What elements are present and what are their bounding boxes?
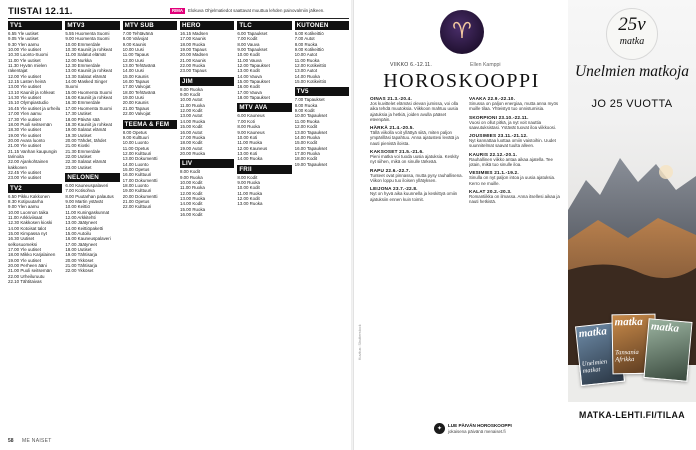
channel-block (295, 87, 349, 166)
program-list: 8.00 Kodit 9.00 Ruoka 10.00 Kodit 11.00 Ruoka 12.00 Kodit 13.00 Ruoka 14.00 Kodit 15.00 Ruoka 16.00 Kodit (179, 169, 206, 217)
program-list: 6.00 Tapaukset 7.00 Kodit 8.00 Vauva 9.00 Tapaukset 10.00 Kodit 11.00 Vauva 12.00 Tapaukset 13.00 Kodit 14.00 Vauva 15.00 Tapaukset 16.00 Kodit 17.00 Vauva 18.00 Tapaukset (237, 31, 270, 101)
horoscope-footer (434, 422, 564, 438)
sign-title: KALAT 20.2.-20.3. (469, 188, 512, 194)
channel-name: NELONEN (65, 173, 119, 182)
channel-name: TV1 (8, 21, 62, 30)
channel-name: LIV (180, 159, 234, 168)
cover-headline: Unelmien matkat (581, 358, 608, 375)
horoscope-column-2 (469, 96, 562, 416)
sign-text: Nyt kannattaa luottaa omiin vaistoihin. Uudet suunnitelmat saavat tuulta alleen. (469, 138, 556, 149)
sign-entry (370, 125, 463, 146)
sign-entry (469, 96, 562, 112)
movie-badge: RIMA (172, 7, 183, 13)
program-list: 6.00 Kauneuspalaveri 7.00 Kotisohva 8.00 Puutarhan palautus 9.00 Martin ystävät 10.00 Keittiö 11.00 Kuningaskunnat 12.00 Arkkitehti 13.00 Jäätyneet 14.00 Keittiöpaketti 15.00 Autoilu 16.00 Kauneuspalaveri 17.00 Jäätyneet 18.00 Uutiset 19.00 Tähtisarja 20.00 Ykköset 21.00 Tähtisarja 22.00 Ykköset (65, 182, 114, 274)
zodiac-illustration (440, 10, 484, 54)
sign-text: Tällä viikolla voit yllättyä siitä, miten paljon ympärilläsi tapahtuu. Anna ajatustesi levätä ja nauti pienistä iloista. (370, 130, 459, 146)
cover-masthead: matka (614, 315, 643, 329)
sign-entry (370, 168, 463, 184)
program-list: 8.00 Kodit 9.00 Ruoka 10.00 Kodit 11.00 Ruoka 12.00 Kodit 13.00 Ruoka (237, 174, 263, 207)
sign-title: SKORPIONI 23.10.-22.11. (469, 114, 529, 120)
channel-block (237, 165, 291, 207)
sign-text: Vuosi on ollut pitkä, ja nyt voit nauttia saavutuksistasi. Ystävät tuovat iloa viikkoosi. (469, 119, 557, 130)
channel-name: TEEMA & FEM (123, 120, 177, 129)
sign-text: Romantiikka on ilmassa. Anna itsellesi aikaa ja nauti hetkistä. (469, 193, 560, 205)
program-list: 8.00 Ruoka 9.00 Kodit 10.00 Autot 11.00 Ruoka 12.00 Kodit 13.00 Autot 14.00 Ruoka 15.00 Kodit 16.00 Autot 17.00 Ruoka 18.00 Kodit 19.00 Autot 20.00 Ruoka (179, 86, 206, 156)
sign-entry (469, 133, 562, 149)
channel-name: HERO (180, 21, 234, 30)
listing-column-2 (65, 21, 119, 435)
sign-entry (469, 189, 562, 205)
program-list: 6.00 Kotikeittiö 7.00 Autot 8.00 Ruoka 9.00 Kotikeittiö 10.00 Autot 11.00 Ruoka 12.00 Kotikeittiö 13.00 Autot 14.00 Ruoka 15.00 Kotikeittiö (294, 31, 327, 85)
channel-block (123, 21, 177, 117)
channel-block (65, 21, 119, 170)
sign-text: Rauhallinen viikko antaa aikaa ajatella. Tee jotain, mikä tuo sinulle iloa. (469, 156, 553, 168)
channel-name: MTV3 (65, 21, 119, 30)
date-header: TIISTAI 12.11. (8, 6, 73, 17)
magazine-cover (643, 318, 692, 382)
channel-name: KUTONEN (295, 21, 349, 30)
footer-line-2: jokaisena päivänä menaiset.fi (448, 429, 506, 434)
cover-headline: Tansania Afrikka (615, 348, 639, 364)
sign-entry (469, 115, 562, 131)
channel-name: MTV SUB (123, 21, 177, 30)
horoscope-icon: ✦ (434, 423, 445, 434)
sign-text: Nyt on hyvä aika kuunnella ja keskittyä omiin ajatuksiin ennen kuin toimit. (370, 191, 458, 202)
sign-entry (469, 152, 562, 168)
sign-text: Pieni matka voi tuoda uusia ajatuksia. Keskity nyt siihen, mikä on sinulle tärkeää. (370, 154, 459, 165)
sign-title: VESIMIES 21.1.-19.2. (469, 170, 519, 176)
photo-credit: Kuvitus: Shutterstock (358, 324, 362, 360)
channel-name: TV5 (295, 87, 349, 96)
sign-title: HÄRKÄ 21.4.-20.5. (370, 125, 415, 131)
page-number: 58 (8, 438, 14, 444)
ad-subheadline: JO 25 VUOTTA (591, 98, 673, 110)
sign-entry (370, 96, 463, 122)
listing-column-3 (123, 21, 177, 435)
channel-name: TLC (237, 21, 291, 30)
listing-column-4 (180, 21, 234, 435)
sign-text: Sinussa on paljon energiaa, mutta anna myös muille tilaa. Yhteistyö tuo onnistumisia. (469, 101, 559, 112)
magazine-brand: ME NAISET (22, 438, 52, 444)
sign-title: KAKSOSET 21.5.-21.6. (370, 149, 424, 155)
footer-line-1: LUE PÄIVÄN HOROSKOOPPI (448, 423, 512, 428)
sign-title: LEIJONA 23.7.-22.8. (370, 186, 418, 192)
program-list: 6.55 Yle uutiset 9.05 Yle uutiset 9.30 Ylen aamu 10.00 Yle uutiset 10.30 Luonto-Suomi 11.00 Yle uutiset 11.30 Hyvän mielen rakentajat 12.00 Yle uutiset 12.15 Lasten heinä 13.00 Yle uutiset 13.10 Kauniit ja rohkeat 14.30 Yle uutiset 15.10 Olympiastudio 16.45 Yle uutiset ja urheilu 17.00 Ylen aamu 17.30 Yle uutiset 18.00 Puoli seitsemän 18.30 Yle uutiset 19.00 Yle uutiset 20.00 Avara luonto 21.00 Yle uutiset 21.15 Vanhan kaupungin tarinoita 22.00 Ajankohtainen kakkonen 22.45 Yle uutiset 23.00 Yle uutiset (8, 31, 61, 181)
horoscope-columns (370, 96, 562, 416)
sign-entry (370, 149, 463, 165)
channel-block (8, 21, 62, 181)
ad-headline: Unelmien matkoja (574, 63, 690, 80)
sign-title: OINAS 21.3.-20.4. (370, 96, 412, 101)
program-list: 16.15 Madsen 17.00 Kaunis 18.00 Ruoka 19.00 Tapaus 20.00 Madsen 21.00 Kaunis 22.00 Ruoka 23.00 Tapaus (179, 31, 209, 74)
program-list: 6.50 Pikku Kakkonen 8.30 Kotipuutarha 9.00 Ylen aamu 10.00 Luonnon taika 11.00 Arkkiviisaat 12.30 Kakkosen kioski 14.00 Kotoisat talot 15.00 Kimpassa nyt 16.30 Uutiset selkosuomeksi 17.00 Yle uutiset 18.00 Mikko Karjalainen 19.00 Yle uutiset 20.00 Perheen ääni 21.00 Puoli seitsemän 22.00 Urheiluruutu 22.10 Tähtitaivas (8, 193, 56, 285)
sign-text: Sinulla on nyt paljon intoa ja uusia ajatuksia. Kerro ne muille. (469, 175, 556, 186)
magazine-covers (574, 290, 692, 400)
cover-masthead: matka (578, 325, 608, 341)
author-name: Ellen Kamppi (470, 62, 501, 68)
sign-text: Tunteet ovat pinnassa, mutta pysy rauhallisena. Viikon loppu tuo iloisen yllätyksen. (370, 172, 463, 183)
channel-block (295, 21, 349, 84)
listings-legend (170, 7, 350, 14)
listings-grid (8, 21, 349, 435)
sign-text: Jos kuvittelet elämäsi olevan jumissa, voi olla aika tehdä muutoksia. Viikkoon mahtuu uusia ajatuksia ja hetkiä, joiden avulla pääset eteenpäin. (370, 101, 459, 122)
channel-block (8, 184, 62, 285)
channel-block (65, 173, 119, 274)
week-label: VIIKKO 6.-12.11. (390, 62, 433, 68)
anniversary-badge (606, 8, 658, 60)
channel-name: TV2 (8, 184, 62, 193)
channel-block (180, 159, 234, 217)
sign-title: JOUSIMIES 23.11.-21.12. (469, 133, 528, 139)
sign-title: KAURIS 22.12.-20.1. (469, 151, 518, 157)
sign-title: RAPU 22.6.-22.7. (370, 167, 411, 173)
anniversary-number: 25v (618, 14, 646, 35)
horoscope-column-1 (370, 96, 463, 416)
program-list: 7.00 Tehtävänä 8.00 Valvojat 9.00 Kaunis 10.00 Uusi 11.00 Tapaus 12.00 Uusi 13.00 Tehtävänä 14.00 Uusi 15.00 Kaunis 16.00 Tapaus 17.00 Valvojat 18.00 Tehtävänä 19.00 Uusi 20.00 Kaunis 21.00 Tapaus 22.00 Valvojat (122, 31, 156, 117)
program-list: 8.00 Opetus 9.00 Kulttuuri 10.00 Luonto 11.00 Opetus 12.00 Kulttuuri 13.00 Dokumentti 14.00 Luonto 15.00 Opetus 16.00 Kulttuuri 17.00 Dokumentti 18.00 Luonto 19.00 Kulttuuri 20.00 Dokumentti 21.00 Opetus 22.00 Kulttuuri (122, 129, 158, 210)
channel-block (237, 21, 291, 100)
page-title: HOROSKOOPPI (383, 70, 540, 92)
channel-block (180, 21, 234, 74)
program-list: 5.55 Huomenta Suomi 9.00 Huomenta Suomi 10.00 Emmerdale 10.30 Kauniit ja rohkeat 11.00 Salatut elämät 12.00 Nurkka 12.30 Emmerdale 13.00 Kauniit ja rohkeat 13.30 Salatut elämät 14.00 Masked Singer Suomi 15.00 Huomenta Suomi 16.00 Kauniit ja rohkeat 16.30 Emmerdale 17.00 Huomenta Suomi 17.30 Uutiset 18.00 Päivän sää 18.30 Kauniit ja rohkeat 19.00 Salatut elämät 19.30 Uutiset 20.00 Tähdet, tähdet 21.00 Kioski 21.30 Emmerdale 22.00 Uutiset 22.30 Salatut elämät 23.00 Uutiset (65, 31, 112, 170)
channel-name: JIM (180, 77, 234, 86)
horoscope-page (353, 0, 568, 450)
matka-advertisement (568, 0, 696, 450)
legend-text: Elokuva Ohjelmatiedot saattavat muuttua lehden painovalmiin jälkeen. (187, 8, 325, 13)
program-list: 6.00 Kauneus 7.00 Koti 8.00 Ruoka 9.00 Kauneus 10.00 Koti 11.00 Ruoka 12.00 Kauneus 13.00 Koti 14.00 Ruoka (237, 113, 268, 162)
sign-title: VAAKA 22.9.-22.10. (469, 96, 516, 101)
channel-block (123, 120, 177, 210)
sign-entry (469, 170, 562, 186)
cover-masthead: matka (650, 320, 680, 335)
listing-column-5 (237, 21, 291, 435)
channel-block (237, 103, 291, 161)
header-rule (8, 18, 349, 19)
aries-icon: ♈ (452, 19, 472, 44)
channel-name: FRII (237, 165, 291, 174)
channel-block (180, 77, 234, 156)
sign-entry (370, 186, 463, 202)
anniversary-word: matka (619, 36, 645, 47)
program-list: 7.00 Tapaukset 8.00 Ruoka 9.00 Kodit 10.00 Tapaukset 11.00 Ruoka 12.00 Kodit 13.00 Tapaukset 14.00 Ruoka 15.00 Kodit 16.00 Tapaukset 17.00 Ruoka 18.00 Kodit 19.00 Tapaukset (294, 97, 328, 167)
listing-column-1 (8, 21, 62, 435)
listing-column-6 (295, 21, 349, 435)
subscribe-url[interactable]: MATKA-LEHTI.FI/TILAA (578, 410, 686, 420)
channel-name: MTV AVA (237, 103, 291, 112)
